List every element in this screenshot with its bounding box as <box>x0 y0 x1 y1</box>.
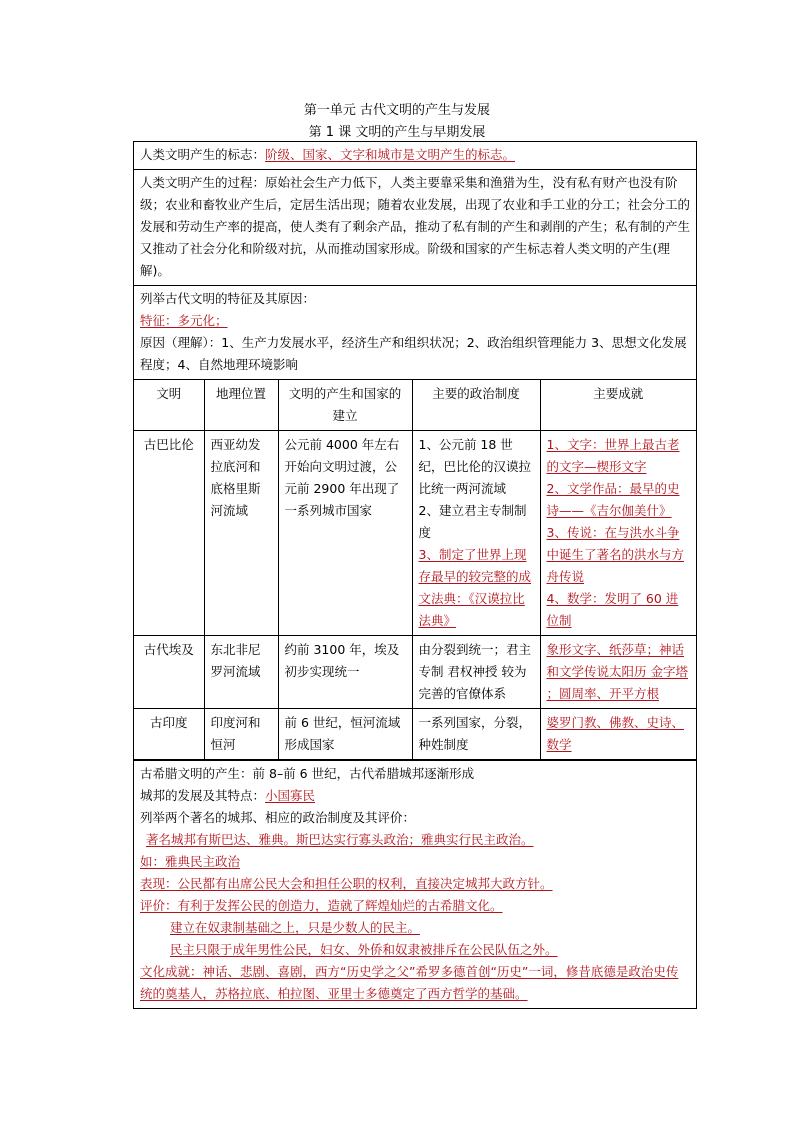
greece-section <box>134 760 696 1008</box>
civilization-features <box>134 286 696 380</box>
unit-title: 第一单元 古代文明的产生与发展 <box>303 103 491 118</box>
row-achievements: 婆罗门教、佛教、史诗、数学 <box>540 709 696 760</box>
row-politics <box>412 431 540 636</box>
header-location: 地理位置 <box>204 380 278 431</box>
header-politics: 主要的政治制度 <box>412 380 540 431</box>
democracy-limit: 建立在奴隶制基础之上，只是少数人的民主。 <box>170 920 421 935</box>
democracy-limit: 民主只限于成年男性公民，妇女、外侨和奴隶被排斥在公民队伍之外。 <box>170 942 558 957</box>
culture-achievements: 文化成就：神话、悲剧、喜剧，西方“历史学之父”希罗多德首创“历史”一词，修昔底德是政治史传统的奠基人，苏格拉底、柏拉图、亚里士多德奠定了西方哲学的基础。 <box>140 964 679 1001</box>
greece-origin-label: 古希腊文明的产生： <box>140 766 253 781</box>
achievement-item: 1、文字：世界上最古老的文字—楔形文字 <box>546 437 680 474</box>
row-name: 古印度 <box>134 709 204 760</box>
markers-answer: 阶级、国家、文字和城市是文明产生的标志。 <box>265 147 516 162</box>
table-header-row <box>134 380 696 431</box>
polis-features <box>140 785 690 807</box>
row-politics: 一系列国家，分裂，种姓制度 <box>412 709 540 760</box>
politics-item: 1、公元前 18 世纪，巴比伦的汉谟拉比统一两河流域 <box>418 437 532 496</box>
civilization-process: 人类文明产生的过程：原始社会生产力低下，人类主要靠采集和渔猎为生，没有私有财产也没有阶级；农业和畜牧业产生后，定居生活出现；随着农业发展，出现了农业和手工业的分工；社会分工的发展和劳动生产率的提高，使人类有了剩余产品，推动了私有制的产生和剥削的产生；私有制的产生又推动了社会分化和阶级对抗，从而推动国家形成。阶级和国家的产生标志着人类文明的产生(理解)。 <box>134 170 696 286</box>
politics-item-answer: 3、制定了世界上现存最早的较完整的成文法典：《汉谟拉比法典》 <box>418 547 532 628</box>
lesson-title: 第 1 课 文明的产生与早期发展 <box>308 125 486 140</box>
row-politics: 由分裂到统一；君主专制 君权神授 较为完善的官僚体系 <box>412 636 540 709</box>
civilization-markers <box>134 142 696 170</box>
row-location: 印度河和恒河 <box>204 709 278 760</box>
achievement-item: 2、文学作品：最早的史诗——《吉尔伽美什》 <box>546 481 680 518</box>
polis-answer: 小国寡民 <box>265 788 316 803</box>
features-reason: 原因（理解）：1、生产力发展水平，经济生产和组织状况；2、政治组织管理能力 3、思想文化发展程度；4、自然地理环境影响 <box>140 335 687 372</box>
greece-origin-text: 前 8–前 6 世纪，古代希腊城邦逐渐形成 <box>252 766 475 781</box>
header-civilization: 文明 <box>134 380 204 431</box>
civilization-table <box>134 380 696 760</box>
list-prompt: 列举两个著名的城邦、相应的政治制度及其评价： <box>140 810 416 825</box>
achievement-item: 4、数学：发明了 60 进位制 <box>546 591 679 628</box>
row-origin: 公元前 4000 年左右开始向文明过渡，公元前 2900 年出现了一系列城市国家 <box>278 431 412 636</box>
features-answer: 特征：多元化； <box>140 313 228 328</box>
table-row <box>134 709 696 760</box>
header-origin: 文明的产生和国家的建立 <box>278 380 412 431</box>
polis-label: 城邦的发展及其特点： <box>140 788 266 803</box>
achievement-item: 3、传说：在与洪水斗争中诞生了著名的洪水与方舟传说 <box>546 525 685 584</box>
athens-example: 如：雅典民主政治 <box>140 854 241 869</box>
features-title: 列举古代文明的特征及其原因： <box>140 291 316 306</box>
markers-label: 人类文明产生的标志： <box>140 147 266 162</box>
row-location: 西亚幼发拉底河和底格里斯河流域 <box>204 431 278 636</box>
table-row <box>134 636 696 709</box>
democracy-evaluation: 评价：有利于发挥公民的创造力，造就了辉煌灿烂的古希腊文化。 <box>140 898 503 913</box>
row-name: 古代埃及 <box>134 636 204 709</box>
famous-poleis: 著名城邦有斯巴达、雅典。斯巴达实行寡头政治；雅典实行民主政治。 <box>146 832 534 847</box>
politics-item: 2、建立君主专制制度 <box>418 503 527 540</box>
row-name: 古巴比伦 <box>134 431 204 636</box>
row-achievements <box>540 431 696 636</box>
row-location: 东北非尼罗河流域 <box>204 636 278 709</box>
table-row <box>134 431 696 636</box>
row-achievements: 象形文字、纸莎草；神话和文学传说太阳历 金字塔 ；圆周率、开平方根 <box>540 636 696 709</box>
row-origin: 前 6 世纪，恒河流域形成国家 <box>278 709 412 760</box>
header-achievements: 主要成就 <box>540 380 696 431</box>
democracy-performance: 表现：公民都有出席公民大会和担任公职的权利，直接决定城邦大政方针。 <box>140 876 553 891</box>
row-origin: 约前 3100 年，埃及初步实现统一 <box>278 636 412 709</box>
greece-origin <box>140 763 690 785</box>
content-table <box>133 141 697 1009</box>
